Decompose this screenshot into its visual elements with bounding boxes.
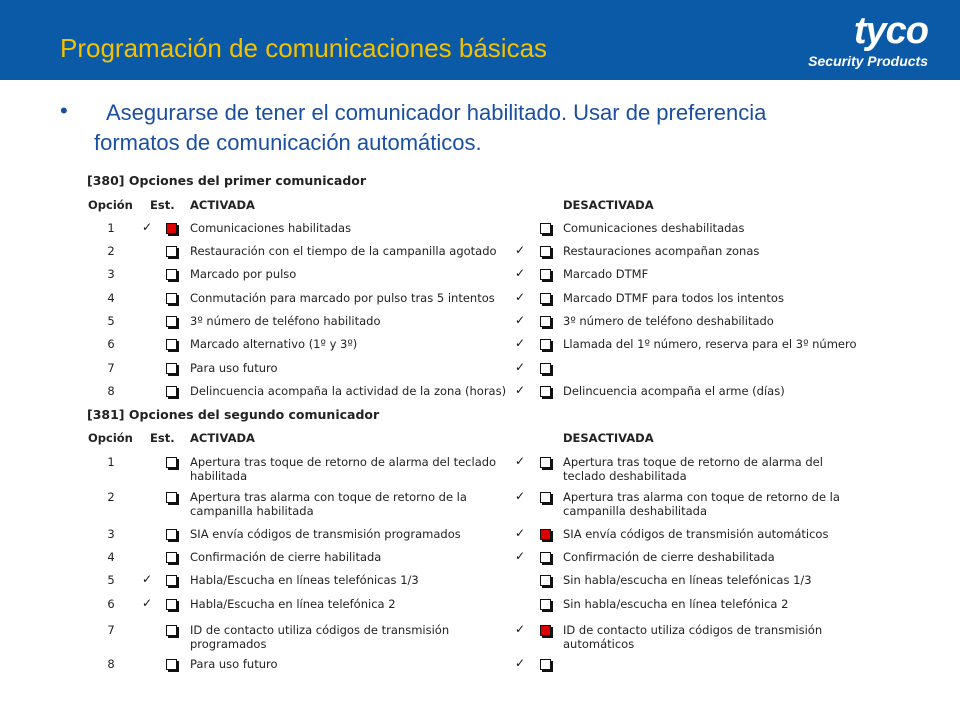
active-option-text: Conmutación para marcado por pulso tras 5 intentos	[190, 291, 495, 305]
option-number: 4	[107, 291, 115, 305]
inactive-checkbox[interactable]	[540, 293, 551, 304]
checkmark-icon: ✓	[142, 220, 153, 234]
header-bar	[0, 0, 960, 80]
page-title: Programación de comunicaciones básicas	[60, 33, 548, 63]
column-header-option: Opción	[88, 198, 133, 212]
inactive-checkbox[interactable]	[540, 269, 551, 280]
column-header-status: Est.	[150, 431, 175, 445]
inactive-option-text: Apertura tras alarma con toque de retorno de la campanilla deshabilitada	[563, 490, 840, 518]
inactive-checkbox[interactable]	[540, 363, 551, 374]
tyco-logo	[748, 10, 930, 72]
checkmark-icon: ✓	[515, 526, 526, 540]
inactive-option-text: Sin habla/escucha en líneas telefónicas 1/3	[563, 573, 812, 587]
active-option-text: Delincuencia acompaña la actividad de la zona (horas)	[190, 384, 507, 398]
option-number: 5	[107, 573, 115, 587]
active-checkbox[interactable]	[166, 529, 177, 540]
inactive-option-text: 3º número de teléfono deshabilitado	[563, 314, 774, 328]
inactive-checkbox[interactable]	[540, 339, 551, 350]
active-checkbox[interactable]	[166, 457, 177, 468]
intro-text: Asegurarse de tener el comunicador habilitado. Usar de preferencia formatos de comunicación automáticos.	[94, 100, 767, 155]
active-option-text: Apertura tras toque de retorno de alarma del teclado habilitada	[190, 455, 497, 483]
active-checkbox[interactable]	[166, 386, 177, 397]
active-checkbox[interactable]	[166, 316, 177, 327]
active-option-text: Para uso futuro	[190, 657, 278, 671]
option-number: 1	[107, 221, 115, 235]
inactive-checkbox[interactable]	[540, 659, 551, 670]
checkmark-icon: ✓	[515, 383, 526, 397]
column-header-active: ACTIVADA	[190, 198, 255, 212]
active-checkbox[interactable]	[166, 246, 177, 257]
inactive-option-text: Sin habla/escucha en línea telefónica 2	[563, 597, 789, 611]
option-number: 2	[107, 490, 115, 504]
checkmark-icon: ✓	[515, 290, 526, 304]
checkmark-icon: ✓	[515, 336, 526, 350]
inactive-option-text: SIA envía códigos de transmisión automáticos	[563, 527, 829, 541]
checkmark-icon: ✓	[142, 596, 153, 610]
option-number: 2	[107, 244, 115, 258]
inactive-checkbox[interactable]	[540, 575, 551, 586]
logo-subtitle: Security Products	[808, 53, 928, 69]
logo-word: tyco	[853, 10, 928, 52]
active-option-text: Para uso futuro	[190, 361, 278, 375]
inactive-option-text: Marcado DTMF	[563, 267, 649, 281]
inactive-checkbox[interactable]	[540, 386, 551, 397]
checkmark-icon: ✓	[515, 360, 526, 374]
active-checkbox[interactable]	[166, 293, 177, 304]
bullet-icon: •	[60, 98, 68, 123]
column-header-active: ACTIVADA	[190, 431, 255, 445]
active-option-text: 3º número de teléfono habilitado	[190, 314, 381, 328]
option-number: 3	[107, 527, 115, 541]
checkmark-icon: ✓	[515, 489, 526, 503]
active-option-text: Marcado por pulso	[190, 267, 297, 281]
inactive-option-text: Delincuencia acompaña el arme (días)	[563, 384, 785, 398]
active-checkbox[interactable]	[166, 223, 177, 234]
inactive-option-text: Llamada del 1º número, reserva para el 3º número	[563, 337, 857, 351]
inactive-checkbox[interactable]	[540, 316, 551, 327]
column-header-inactive: DESACTIVADA	[563, 198, 654, 212]
checkmark-icon: ✓	[515, 656, 526, 670]
checkmark-icon: ✓	[515, 313, 526, 327]
column-header-option: Opción	[88, 431, 133, 445]
inactive-checkbox[interactable]	[540, 552, 551, 563]
inactive-checkbox[interactable]	[540, 625, 551, 636]
section-title: [381] Opciones del segundo comunicador	[87, 407, 380, 422]
active-checkbox[interactable]	[166, 339, 177, 350]
section-title: [380] Opciones del primer comunicador	[87, 173, 367, 188]
checkmark-icon: ✓	[515, 454, 526, 468]
active-checkbox[interactable]	[166, 552, 177, 563]
option-number: 8	[107, 657, 115, 671]
option-number: 7	[107, 623, 115, 637]
active-option-text: Restauración con el tiempo de la campanilla agotado	[190, 244, 497, 258]
active-option-text: Habla/Escucha en línea telefónica 2	[190, 597, 396, 611]
active-option-text: Marcado alternativo (1º y 3º)	[190, 337, 358, 351]
option-number: 4	[107, 550, 115, 564]
option-number: 6	[107, 337, 115, 351]
inactive-option-text: Confirmación de cierre deshabilitada	[563, 550, 775, 564]
active-checkbox[interactable]	[166, 659, 177, 670]
option-number: 5	[107, 314, 115, 328]
active-option-text: Habla/Escucha en líneas telefónicas 1/3	[190, 573, 419, 587]
inactive-checkbox[interactable]	[540, 599, 551, 610]
active-checkbox[interactable]	[166, 363, 177, 374]
inactive-option-text: Apertura tras toque de retorno de alarma del teclado deshabilitada	[563, 455, 823, 483]
active-option-text: SIA envía códigos de transmisión programados	[190, 527, 461, 541]
active-checkbox[interactable]	[166, 599, 177, 610]
option-number: 1	[107, 455, 115, 469]
option-number: 3	[107, 267, 115, 281]
inactive-checkbox[interactable]	[540, 492, 551, 503]
option-number: 7	[107, 361, 115, 375]
checkmark-icon: ✓	[515, 266, 526, 280]
inactive-checkbox[interactable]	[540, 223, 551, 234]
inactive-option-text: Comunicaciones deshabilitadas	[563, 221, 745, 235]
option-number: 6	[107, 597, 115, 611]
active-checkbox[interactable]	[166, 575, 177, 586]
inactive-option-text: Marcado DTMF para todos los intentos	[563, 291, 784, 305]
column-header-inactive: DESACTIVADA	[563, 431, 654, 445]
checkmark-icon: ✓	[515, 549, 526, 563]
active-option-text: Apertura tras alarma con toque de retorno de la campanilla habilitada	[190, 490, 467, 518]
inactive-checkbox[interactable]	[540, 529, 551, 540]
inactive-option-text: ID de contacto utiliza códigos de transmisión automáticos	[563, 623, 823, 651]
checkmark-icon: ✓	[515, 622, 526, 636]
checkmark-icon: ✓	[142, 572, 153, 586]
active-option-text: Comunicaciones habilitadas	[190, 221, 352, 235]
option-number: 8	[107, 384, 115, 398]
checkmark-icon: ✓	[515, 243, 526, 257]
active-option-text: ID de contacto utiliza códigos de transmisión programados	[190, 623, 450, 651]
inactive-option-text: Restauraciones acompañan zonas	[563, 244, 760, 258]
active-checkbox[interactable]	[166, 492, 177, 503]
inactive-checkbox[interactable]	[540, 457, 551, 468]
active-checkbox[interactable]	[166, 625, 177, 636]
column-header-status: Est.	[150, 198, 175, 212]
active-checkbox[interactable]	[166, 269, 177, 280]
active-option-text: Confirmación de cierre habilitada	[190, 550, 382, 564]
inactive-checkbox[interactable]	[540, 246, 551, 257]
